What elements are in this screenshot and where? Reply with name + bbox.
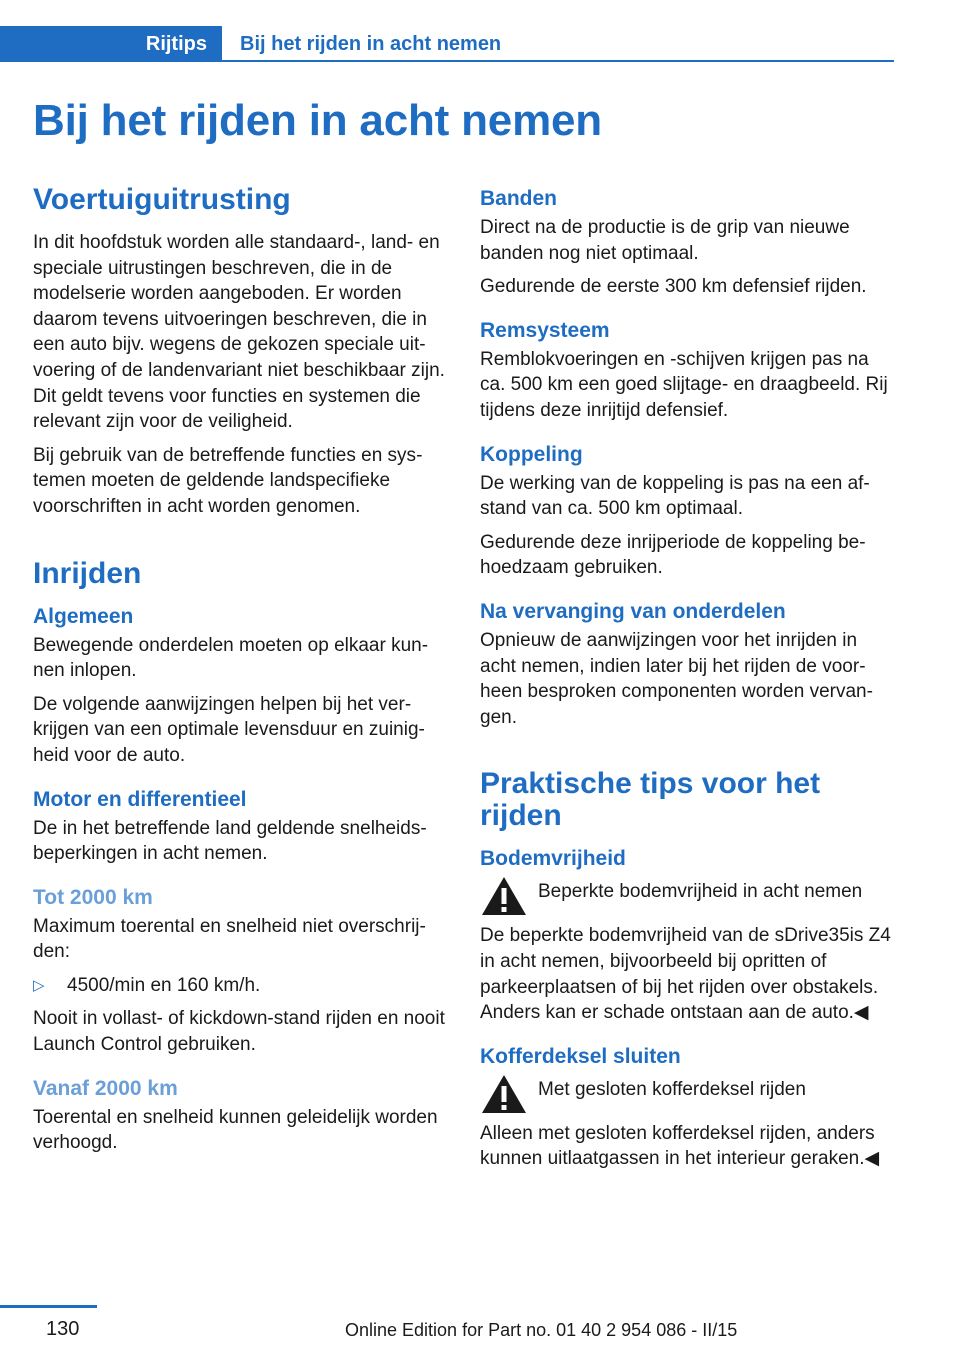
paragraph: Bij gebruik van de betreffende functies en systemen moeten de geldende landspecifieke voorschriften in acht worden genomen. bbox=[33, 444, 423, 517]
paragraph: Maximum toerental en snelheid niet overschrijden: bbox=[33, 915, 426, 963]
warning-triangle-icon bbox=[480, 875, 528, 917]
page-number: 130 bbox=[46, 1318, 80, 1340]
heading-remsysteem: Remsysteem bbox=[480, 318, 610, 342]
triangle-bullet-icon: ▷ bbox=[33, 976, 45, 994]
heading-kofferdeksel: Kofferdeksel sluiten bbox=[480, 1044, 681, 1068]
warning-triangle-icon bbox=[480, 1073, 528, 1115]
heading-inrijden: Inrijden bbox=[33, 556, 142, 590]
footer-divider bbox=[0, 1305, 97, 1308]
heading-vanaf-2000: Vanaf 2000 km bbox=[33, 1076, 178, 1100]
right-column bbox=[480, 186, 896, 1180]
heading-motor: Motor en differentieel bbox=[33, 787, 247, 811]
warning-body: De beperkte bodemvrijheid van de sDrive35is Z4 in acht nemen, bijvoorbeeld bij opritten of parkeerplaatsen of bij het rijden over obstakels. Anders kan er schade ontstaan aan de auto.◀ bbox=[480, 925, 891, 1024]
paragraph: Gedurende deze inrijperiode de koppeling behoedzaam gebruiken. bbox=[480, 531, 866, 579]
paragraph: Remblokvoeringen en -schijven krijgen pas na ca. 500 km een goed slijtage- en draagbeeld. Rij tijdens deze inrijtijd defensief. bbox=[480, 348, 888, 421]
header-tab bbox=[0, 26, 222, 62]
paragraph: De werking van de koppeling is pas na een afstand van ca. 500 km optimaal. bbox=[480, 472, 870, 520]
heading-praktische-tips: Praktische tips voor het rijden bbox=[480, 767, 821, 833]
paragraph: Toerental en snelheid kunnen geleidelijk worden verhoogd. bbox=[33, 1106, 438, 1154]
paragraph: Opnieuw de aanwijzingen voor het inrijden in acht nemen, indien later bij het rijden de voorheen besproken componenten worden vervangen. bbox=[480, 629, 873, 728]
paragraph: Gedurende de eerste 300 km defensief rijden. bbox=[480, 276, 867, 298]
warning-note bbox=[480, 875, 896, 917]
paragraph: Direct na de productie is de grip van nieuwe banden nog niet optimaal. bbox=[480, 217, 850, 264]
heading-algemeen: Algemeen bbox=[33, 604, 134, 628]
warning-note bbox=[480, 1073, 896, 1115]
heading-na-vervanging: Na vervanging van onderdelen bbox=[480, 599, 786, 623]
paragraph: De volgende aanwijzingen helpen bij het verkrijgen van een optimale levensduur en zuinigheid voor de auto. bbox=[33, 693, 425, 766]
paragraph: Bewegende onderdelen moeten op elkaar kunnen inlopen. bbox=[33, 634, 429, 682]
heading-banden: Banden bbox=[480, 187, 558, 210]
paragraph: De in het betreffende land geldende snelheidsbeperkingen in acht nemen. bbox=[33, 817, 427, 865]
heading-tot-2000: Tot 2000 km bbox=[33, 885, 153, 909]
list-item-text: 4500/min en 160 km/h. bbox=[67, 974, 261, 996]
warning-title: Met gesloten kofferdeksel rijden bbox=[538, 1078, 806, 1100]
warning-title: Beperkte bodemvrijheid in acht nemen bbox=[538, 881, 863, 903]
header-divider bbox=[222, 60, 894, 62]
heading-bodemvrijheid: Bodemvrijheid bbox=[480, 847, 626, 871]
paragraph: In dit hoofdstuk worden alle standaard-, land- en speciale uitrustingen beschreven, die in de modelserie worden aangeboden. Er worden daarom tevens uitvoeringen beschreven, die in een auto bijv. wegens de gekozen speciale uitvoering of de landenvariant niet beschikbaar zijn. Dit geldt tevens voor functies en systemen die relevant zijn voor de veiligheid. bbox=[33, 232, 445, 433]
breadcrumb: Bij het rijden in acht nemen bbox=[240, 32, 502, 55]
heading-voertuiguitrusting: Voertuiguitrusting bbox=[33, 183, 291, 216]
heading-koppeling: Koppeling bbox=[480, 442, 583, 466]
edition-note: Online Edition for Part no. 01 40 2 954 086 - II/15 bbox=[345, 1320, 738, 1340]
list-item bbox=[33, 973, 451, 999]
left-column bbox=[33, 184, 451, 1164]
warning-body: Alleen met gesloten kofferdeksel rijden, anders kunnen uitlaatgassen in het interieur geraken.◀ bbox=[480, 1122, 880, 1170]
header-tab-label: Rijtips bbox=[145, 32, 207, 55]
page-title: Bij het rijden in acht nemen bbox=[33, 96, 602, 145]
paragraph: Nooit in vollast- of kickdown-stand rijden en nooit Launch Control gebruiken. bbox=[33, 1008, 445, 1056]
